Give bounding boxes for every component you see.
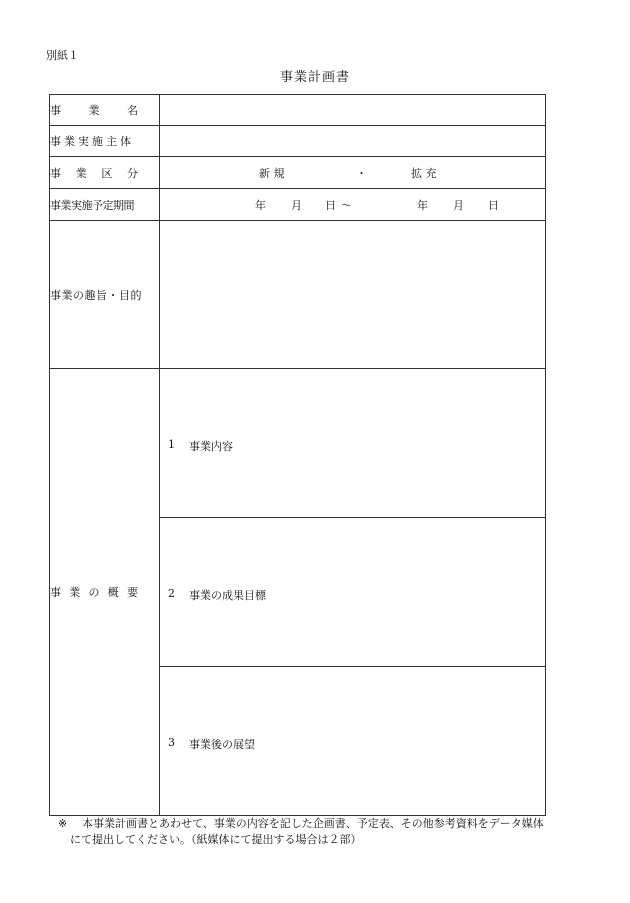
section-number: 3 — [168, 735, 175, 749]
label-project-name — [50, 95, 160, 126]
organizer-field[interactable] — [160, 126, 546, 157]
purpose-field[interactable] — [160, 221, 546, 369]
project-name-field[interactable] — [160, 95, 546, 126]
label-text: 事業実施主体 — [50, 135, 134, 148]
note-mark: ※ — [58, 817, 68, 830]
footnote — [58, 816, 598, 848]
label-char: 業 — [88, 104, 100, 117]
row-purpose — [50, 221, 546, 369]
label-char: 概 — [107, 586, 119, 599]
label-char: 事 — [50, 586, 61, 599]
period-year-start: 年 — [255, 199, 266, 212]
option-new[interactable]: 新 規 — [259, 167, 285, 180]
note-line-1: 本事業計画書とあわせて、事業の内容を記した企画書、予定表、その他参考資料をデータ媒体 — [82, 817, 544, 830]
period-year-end: 年 — [417, 199, 428, 212]
label-purpose — [50, 221, 160, 369]
row-project-name — [50, 95, 546, 126]
label-char: 業 — [75, 166, 87, 180]
label-text: 事業実施予定期間 — [50, 198, 134, 212]
category-separator: ・ — [356, 167, 367, 180]
label-char: 事 — [50, 104, 61, 117]
period-month-start: 月 — [291, 199, 302, 212]
document-title: 事業計画書 — [279, 70, 350, 85]
period-day-end: 日 — [488, 199, 499, 212]
label-char: の — [88, 586, 100, 599]
row-organizer — [50, 126, 546, 157]
row-category — [50, 157, 546, 189]
label-char: 分 — [126, 166, 138, 180]
option-expand[interactable]: 拡 充 — [411, 167, 437, 180]
label-char: 事 — [50, 166, 61, 180]
period-day-start: 日 — [325, 199, 336, 212]
label-text: 事業の趣旨・目的 — [50, 288, 142, 302]
overview-outlook-field[interactable] — [160, 667, 546, 816]
attachment-label: 別紙１ — [46, 49, 79, 62]
category-field[interactable] — [160, 157, 546, 189]
period-field[interactable] — [160, 189, 546, 221]
section-title: 事業後の展望 — [189, 737, 255, 751]
section-number: 2 — [168, 586, 175, 600]
label-char: 要 — [127, 586, 138, 599]
row-overview-1 — [50, 369, 546, 518]
period-month-end: 月 — [453, 199, 464, 212]
section-title: 事業の成果目標 — [189, 588, 266, 602]
row-period — [50, 189, 546, 221]
section-number: 1 — [168, 437, 175, 451]
label-period — [50, 189, 160, 221]
overview-goals-field[interactable] — [160, 518, 546, 667]
label-organizer — [50, 126, 160, 157]
plan-form-table — [49, 94, 546, 816]
label-char: 名 — [127, 104, 138, 117]
overview-content-field[interactable] — [160, 369, 546, 518]
note-line-2: にて提出してください。（紙媒体にて提出する場合は２部） — [70, 833, 362, 846]
label-overview — [50, 369, 160, 816]
label-category — [50, 157, 160, 189]
period-tilde: ～ — [341, 199, 352, 212]
label-char: 区 — [101, 166, 113, 180]
section-title: 事業内容 — [189, 439, 233, 453]
label-char: 業 — [69, 586, 81, 599]
